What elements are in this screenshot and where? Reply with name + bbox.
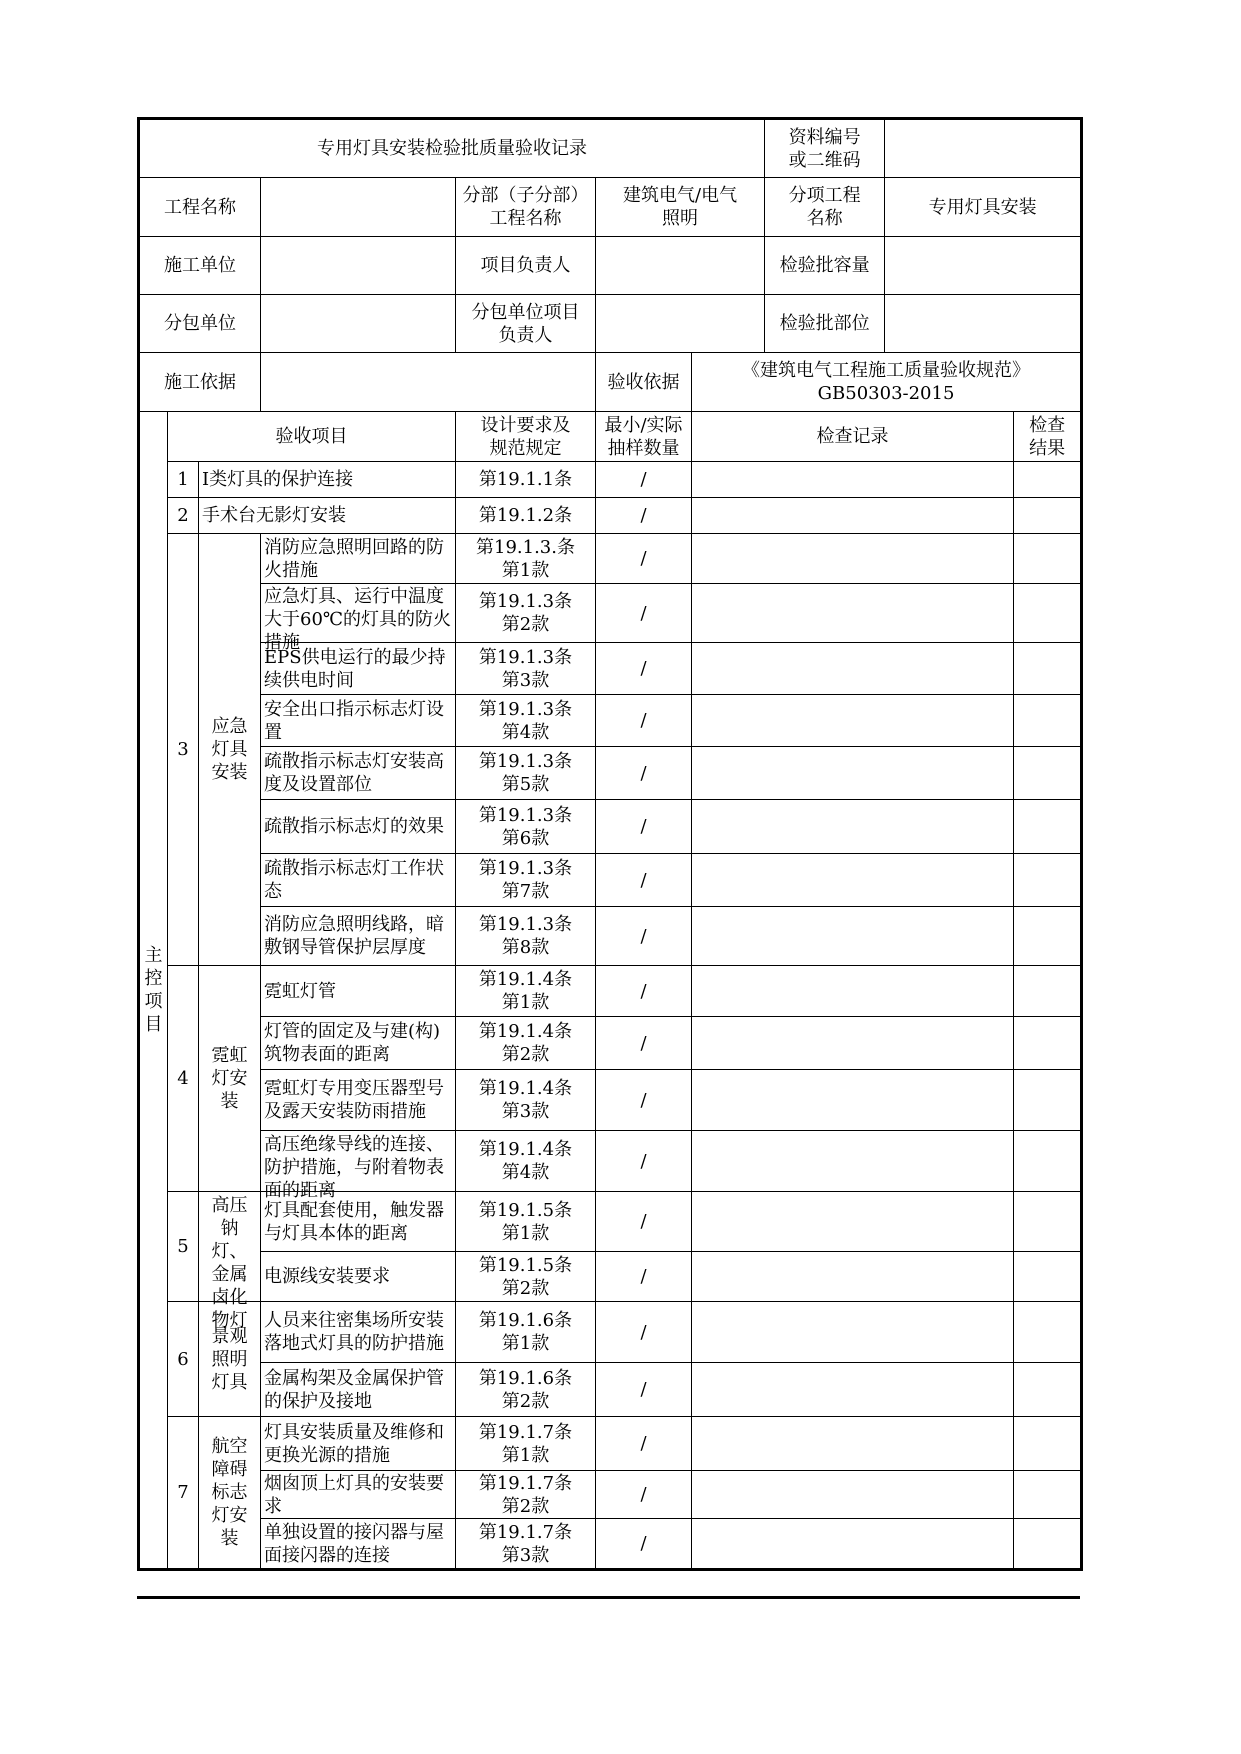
item-sample: / [596,643,692,695]
item-spec: 第19.1.3条 第6款 [456,800,596,854]
table-row [139,534,1082,584]
item-spec: 第19.1.3条 第7款 [456,854,596,907]
item-name: 霓虹灯管 [261,966,456,1017]
item-sample: / [596,1252,692,1302]
inspection-record-form [137,117,1083,1571]
col-header-sample: 最小/实际 抽样数量 [596,412,692,462]
check-record-field[interactable] [692,643,1014,695]
check-record-field[interactable] [692,1363,1014,1417]
item-number: 4 [168,966,199,1192]
item-sample: / [596,966,692,1017]
col-header-spec: 设计要求及 规范规定 [456,412,596,462]
acceptance-basis-value: 《建筑电气工程施工质量验收规范》 GB50303-2015 [692,353,1082,412]
item-spec: 第19.1.4条 第3款 [456,1070,596,1131]
check-record-field[interactable] [692,534,1014,584]
sub-project-manager-field[interactable] [596,295,765,353]
contractor-label: 施工单位 [139,237,261,295]
item-name: 消防应急照明线路，暗敷钢导管保护层厚度 [261,907,456,966]
item-group-label: 景观照明灯具 [199,1302,261,1417]
check-result-field[interactable] [1014,1417,1082,1471]
item-name: 金属构架及金属保护管的保护及接地 [261,1363,456,1417]
item-number: 5 [168,1192,199,1302]
table-row [139,1192,1082,1252]
table-row [139,695,1082,747]
item-sample: / [596,1471,692,1519]
check-record-field[interactable] [692,1192,1014,1252]
subcontractor-field[interactable] [261,295,456,353]
check-result-field[interactable] [1014,1192,1082,1252]
batch-capacity-field[interactable] [885,237,1082,295]
check-record-field[interactable] [692,1302,1014,1363]
check-record-field[interactable] [692,1070,1014,1131]
check-record-field[interactable] [692,1252,1014,1302]
item-sample: / [596,1070,692,1131]
table-row [139,1302,1082,1363]
item-spec: 第19.1.5条 第1款 [456,1192,596,1252]
subcontractor-label: 分包单位 [139,295,261,353]
project-name-label: 工程名称 [139,178,261,237]
item-name: 灯具配套使用，触发器与灯具本体的距离 [261,1192,456,1252]
table-row [139,1017,1082,1070]
info-row-contractor [139,237,1082,295]
check-result-field[interactable] [1014,1363,1082,1417]
item-sample: / [596,854,692,907]
subitem-value: 专用灯具安装 [885,178,1082,237]
item-spec: 第19.1.2条 [456,498,596,534]
item-number: 7 [168,1417,199,1570]
check-result-field[interactable] [1014,498,1082,534]
check-result-field[interactable] [1014,695,1082,747]
item-sample: / [596,1417,692,1471]
item-name: 灯管的固定及与建(构)筑物表面的距离 [261,1017,456,1070]
batch-location-field[interactable] [885,295,1082,353]
item-sample: / [596,534,692,584]
info-row-project [139,178,1082,237]
check-result-field[interactable] [1014,747,1082,800]
doc-number-label: 资料编号 或二维码 [765,119,885,178]
item-spec: 第19.1.3条 第8款 [456,907,596,966]
info-row-subcontractor [139,295,1082,353]
item-spec: 第19.1.3.条 第1款 [456,534,596,584]
item-sample: / [596,747,692,800]
item-name: 疏散指示标志灯工作状态 [261,854,456,907]
contractor-field[interactable] [261,237,456,295]
form-title: 专用灯具安装检验批质量验收记录 [139,119,765,178]
item-sample: / [596,1017,692,1070]
project-name-field[interactable] [261,178,456,237]
item-group-label: 霓虹灯安装 [199,966,261,1192]
check-record-field[interactable] [692,584,1014,643]
item-sample: / [596,1519,692,1570]
item-name: 烟囱顶上灯具的安装要求 [261,1471,456,1519]
check-result-field[interactable] [1014,1017,1082,1070]
check-record-field[interactable] [692,498,1014,534]
acceptance-basis-label: 验收依据 [596,353,692,412]
item-group-label: 应急灯具安装 [199,534,261,966]
table-row [139,1252,1082,1302]
construction-basis-label: 施工依据 [139,353,261,412]
item-sample: / [596,1363,692,1417]
check-result-field[interactable] [1014,966,1082,1017]
table-row [139,907,1082,966]
item-number: 6 [168,1302,199,1417]
item-spec: 第19.1.3条 第3款 [456,643,596,695]
item-spec: 第19.1.3条 第4款 [456,695,596,747]
item-sample: / [596,584,692,643]
check-record-field[interactable] [692,1519,1014,1570]
check-result-field[interactable] [1014,1252,1082,1302]
check-record-field[interactable] [692,800,1014,854]
item-name: 电源线安装要求 [261,1252,456,1302]
table-row [139,584,1082,643]
table-row [139,854,1082,907]
item-number: 2 [168,498,199,534]
check-record-field[interactable] [692,1417,1014,1471]
item-sample: / [596,462,692,498]
table-row [139,1519,1082,1570]
check-result-field[interactable] [1014,907,1082,966]
item-spec: 第19.1.4条 第2款 [456,1017,596,1070]
page-bottom-rule [137,1596,1080,1599]
item-name: 安全出口指示标志灯设置 [261,695,456,747]
item-name: 疏散指示标志灯安装高度及设置部位 [261,747,456,800]
item-sample: / [596,800,692,854]
item-name: 霓虹灯专用变压器型号及露天安装防雨措施 [261,1070,456,1131]
item-number: 3 [168,534,199,966]
item-name: 灯具安装质量及维修和更换光源的措施 [261,1417,456,1471]
item-name: 高压绝缘导线的连接、防护措施，与附着物表面的距离 [261,1131,456,1192]
item-name: 手术台无影灯安装 [199,498,456,534]
item-name: EPS供电运行的最少持续供电时间 [261,643,456,695]
table-row [139,1471,1082,1519]
item-spec: 第19.1.3条 第2款 [456,584,596,643]
check-result-field[interactable] [1014,1519,1082,1570]
table-row [139,747,1082,800]
division-label: 分部（子分部） 工程名称 [456,178,596,237]
project-manager-field[interactable] [596,237,765,295]
item-number: 1 [168,462,199,498]
item-sample: / [596,1131,692,1192]
item-sample: / [596,1302,692,1363]
check-result-field[interactable] [1014,854,1082,907]
table-row [139,462,1082,498]
check-result-field[interactable] [1014,643,1082,695]
check-result-field[interactable] [1014,1302,1082,1363]
table-row [139,643,1082,695]
item-name: 消防应急照明回路的防火措施 [261,534,456,584]
check-result-field[interactable] [1014,1131,1082,1192]
batch-location-label: 检验批部位 [765,295,885,353]
col-header-item: 验收项目 [168,412,456,462]
check-record-field[interactable] [692,462,1014,498]
item-spec: 第19.1.6条 第2款 [456,1363,596,1417]
check-result-field[interactable] [1014,462,1082,498]
table-row [139,966,1082,1017]
construction-basis-field[interactable] [261,353,596,412]
col-header-record: 检查记录 [692,412,1014,462]
doc-number-field[interactable] [885,119,1082,178]
project-manager-label: 项目负责人 [456,237,596,295]
sub-project-manager-label: 分包单位项目 负责人 [456,295,596,353]
table-row [139,1070,1082,1131]
table-row [139,1417,1082,1471]
check-result-field[interactable] [1014,1070,1082,1131]
check-record-field[interactable] [692,1131,1014,1192]
item-sample: / [596,907,692,966]
check-record-field[interactable] [692,1017,1014,1070]
check-result-field[interactable] [1014,1471,1082,1519]
item-name: I类灯具的保护连接 [199,462,456,498]
header-row [139,119,1082,178]
subitem-label: 分项工程 名称 [765,178,885,237]
table-row [139,498,1082,534]
check-result-field[interactable] [1014,800,1082,854]
check-record-field[interactable] [692,854,1014,907]
item-sample: / [596,1192,692,1252]
table-row [139,1363,1082,1417]
check-record-field[interactable] [692,1471,1014,1519]
item-spec: 第19.1.7条 第2款 [456,1471,596,1519]
item-spec: 第19.1.4条 第1款 [456,966,596,1017]
item-name: 应急灯具、运行中温度大于60℃的灯具的防火措施 [261,584,456,643]
check-record-field[interactable] [692,907,1014,966]
item-spec: 第19.1.5条 第2款 [456,1252,596,1302]
table-row [139,1131,1082,1192]
check-record-field[interactable] [692,747,1014,800]
item-name: 单独设置的接闪器与屋面接闪器的连接 [261,1519,456,1570]
item-name: 疏散指示标志灯的效果 [261,800,456,854]
check-record-field[interactable] [692,695,1014,747]
check-result-field[interactable] [1014,534,1082,584]
check-result-field[interactable] [1014,584,1082,643]
item-group-label: 航空障碍标志灯安装 [199,1417,261,1570]
item-spec: 第19.1.7条 第3款 [456,1519,596,1570]
item-spec: 第19.1.1条 [456,462,596,498]
check-record-field[interactable] [692,966,1014,1017]
item-spec: 第19.1.7条 第1款 [456,1417,596,1471]
batch-capacity-label: 检验批容量 [765,237,885,295]
section-label-main-control: 主控项目 [139,412,168,1570]
info-row-basis [139,353,1082,412]
item-name: 人员来往密集场所安装落地式灯具的防护措施 [261,1302,456,1363]
item-spec: 第19.1.4条 第4款 [456,1131,596,1192]
col-header-result: 检查 结果 [1014,412,1082,462]
item-spec: 第19.1.6条 第1款 [456,1302,596,1363]
table-row [139,800,1082,854]
item-group-label: 高压钠灯、金属卤化物灯 [199,1192,261,1302]
item-sample: / [596,498,692,534]
division-value: 建筑电气/电气 照明 [596,178,765,237]
column-header-row [139,412,1082,462]
item-sample: / [596,695,692,747]
item-spec: 第19.1.3条 第5款 [456,747,596,800]
